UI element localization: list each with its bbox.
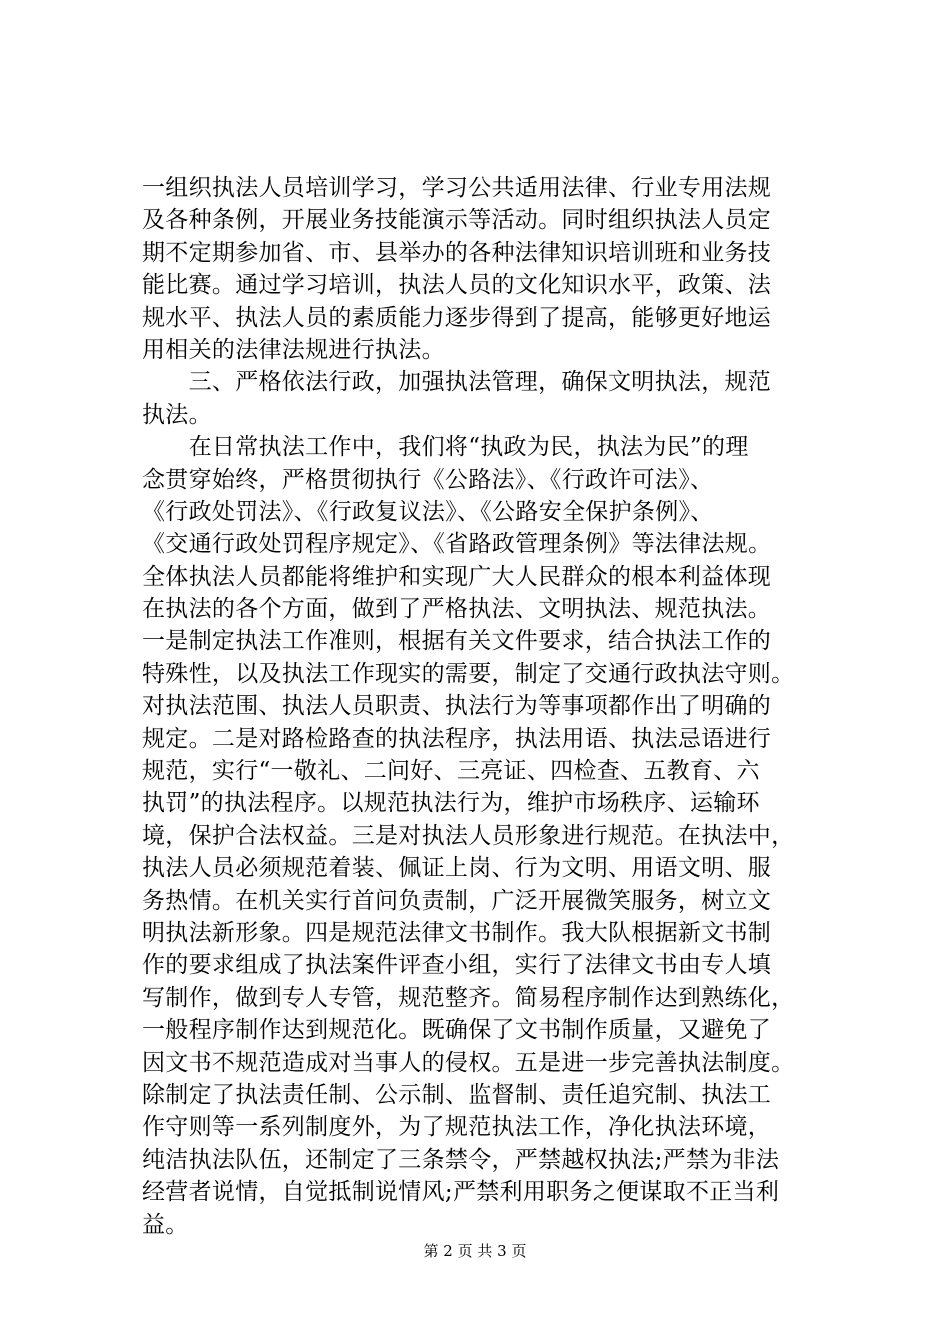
text-line: 明执法新形象。四是规范法律文书制作。我大队根据新文书制 xyxy=(142,919,772,946)
text-line: 一组织执法人员培训学习，学习公共适用法律、行业专用法规 xyxy=(142,175,772,201)
text-line: 规定。二是对路检路查的执法程序，执法用语、执法忌语进行 xyxy=(142,725,772,752)
text-line: 《行政处罚法》、《行政复议法》、《公路安全保护条例》、 xyxy=(142,498,714,525)
text-line: 纯洁执法队伍，还制定了三条禁令，严禁越权执法;严禁为非法 xyxy=(142,1146,780,1173)
page-footer: 第 2 页 共 3 页 xyxy=(423,1242,527,1260)
document-body xyxy=(142,172,842,1241)
text-line: 对执法范围、执法人员职责、执法行为等事项都作出了明确的 xyxy=(142,693,772,720)
text-line: 规范，实行“一敬礼、二问好、三亮证、四检查、五教育、六 xyxy=(142,758,760,785)
text-line: 念贯穿始终，严格贯彻执行《公路法》、《行政许可法》、 xyxy=(142,466,714,493)
text-line: 务热情。在机关实行首问负责制，广泛开展微笑服务，树立文 xyxy=(142,887,772,914)
text-line: 一般程序制作达到规范化。既确保了文书制作质量，又避免了 xyxy=(142,1017,772,1044)
text-line: 执法。 xyxy=(142,401,212,428)
text-line: 因文书不规范造成对当事人的侵权。五是进一步完善执法制度。 xyxy=(142,1049,795,1076)
text-line: 作守则等一系列制度外，为了规范执法工作，净化执法环境， xyxy=(142,1114,772,1141)
text-line: 特殊性，以及执法工作现实的需要，制定了交通行政执法守则。 xyxy=(142,660,795,687)
text-line: 《交通行政处罚程序规定》、《省路政管理条例》等法律法规。 xyxy=(142,531,772,558)
text-line: 在日常执法工作中，我们将“执政为民，执法为民”的理 xyxy=(142,434,749,461)
text-line: 一是制定执法工作准则，根据有关文件要求，结合执法工作的 xyxy=(142,628,772,655)
text-line: 写制作，做到专人专管，规范整齐。简易程序制作达到熟练化， xyxy=(142,984,795,1011)
text-line: 在执法的各个方面，做到了严格执法、文明执法、规范执法。 xyxy=(142,596,772,623)
text-line: 执法人员必须规范着装、佩证上岗、行为文明、用语文明、服 xyxy=(142,855,772,882)
text-line: 三、严格依法行政，加强执法管理，确保文明执法，规范 xyxy=(142,369,772,396)
text-line: 全体执法人员都能将维护和实现广大人民群众的根本利益体现 xyxy=(142,563,772,590)
text-line: 期不定期参加省、市、县举办的各种法律知识培训班和业务技 xyxy=(142,239,772,266)
text-line: 能比赛。通过学习培训，执法人员的文化知识水平，政策、法 xyxy=(142,272,772,299)
text-line: 益。 xyxy=(142,1211,189,1238)
text-line: 执罚”的执法程序。以规范执法行为，维护市场秩序、运输环 xyxy=(142,790,760,817)
text-line: 用相关的法律法规进行执法。 xyxy=(142,336,445,363)
text-line: 经营者说情，自觉抵制说情风;严禁利用职务之便谋取不正当利 xyxy=(142,1179,780,1206)
text-line: 作的要求组成了执法案件评查小组，实行了法律文书由专人填 xyxy=(142,952,772,979)
text-line: 及各种条例，开展业务技能演示等活动。同时组织执法人员定 xyxy=(142,207,772,234)
text-line: 境，保护合法权益。三是对执法人员形象进行规范。在执法中， xyxy=(142,822,795,849)
text-line: 规水平、执法人员的素质能力逐步得到了提高，能够更好地运 xyxy=(142,304,772,331)
text-line: 除制定了执法责任制、公示制、监督制、责任追究制、执法工 xyxy=(142,1081,772,1108)
